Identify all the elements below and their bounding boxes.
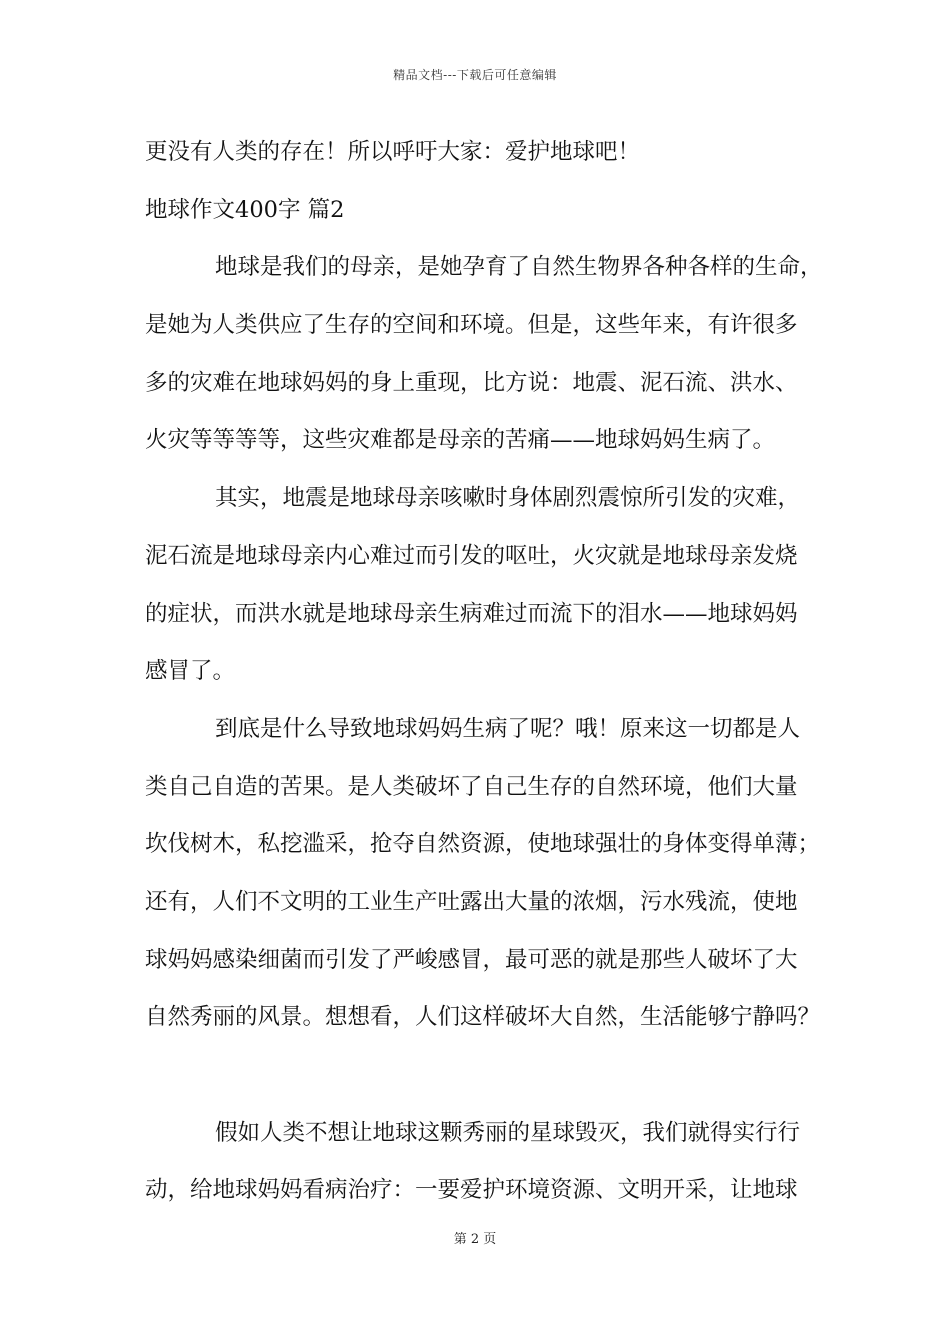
text-line: 泥石流是地球母亲内心难过而引发的呕吐，火灾就是地球母亲发烧: [145, 542, 798, 569]
paragraph-start: 其实，地震是地球母亲咳嗽时身体剧烈震惊所引发的灾难，: [215, 485, 801, 512]
paragraph-gap: [145, 1055, 825, 1113]
text-line: 多的灾难在地球妈妈的身上重现，比方说：地震、泥石流、洪水、: [145, 369, 798, 396]
text-line: 自然秀丽的风景。想想看，人们这样破坏大自然，生活能够宁静吗？: [145, 1004, 821, 1031]
paragraph-start: 地球是我们的母亲，是她孕育了自然生物界各种各样的生命，: [215, 254, 823, 281]
text-line: 是她为人类供应了生存的空间和环境。但是，这些年来，有许很多: [145, 312, 798, 339]
text-line: 坎伐树木，私挖滥采，抢夺自然资源，使地球强壮的身体变得单薄；: [145, 831, 821, 858]
text-line: 类自己自造的苦果。是人类破坏了自己生存的自然环境，他们大量: [145, 773, 798, 800]
text-line: 还有，人们不文明的工业生产吐露出大量的浓烟，污水残流，使地: [145, 888, 798, 915]
paragraph-start: 到底是什么导致地球妈妈生病了呢？哦！原来这一切都是人: [215, 715, 801, 742]
document-body: [145, 132, 825, 1228]
text-line: 的症状，而洪水就是地球母亲生病难过而流下的泪水——地球妈妈: [145, 600, 798, 627]
text-line: 动，给地球妈妈看病治疗：一要爱护环境资源、文明开采，让地球: [145, 1177, 798, 1204]
text-line: 更没有人类的存在！所以呼吁大家：爱护地球吧！: [145, 139, 641, 165]
paragraph-start: 假如人类不想让地球这颗秀丽的星球毁灭，我们就得实行行: [215, 1119, 801, 1146]
section-title: 地球作文400字 篇2: [145, 196, 345, 223]
page-header: 精品文档---下载后可任意编辑: [393, 68, 557, 82]
text-line: 感冒了。: [145, 658, 236, 685]
text-line: 火灾等等等等，这些灾难都是母亲的苦痛——地球妈妈生病了。: [145, 427, 776, 454]
page-number: 第 2 页: [453, 1232, 497, 1247]
text-line: 球妈妈感染细菌而引发了严峻感冒，最可恶的就是那些人破坏了大: [145, 946, 798, 973]
